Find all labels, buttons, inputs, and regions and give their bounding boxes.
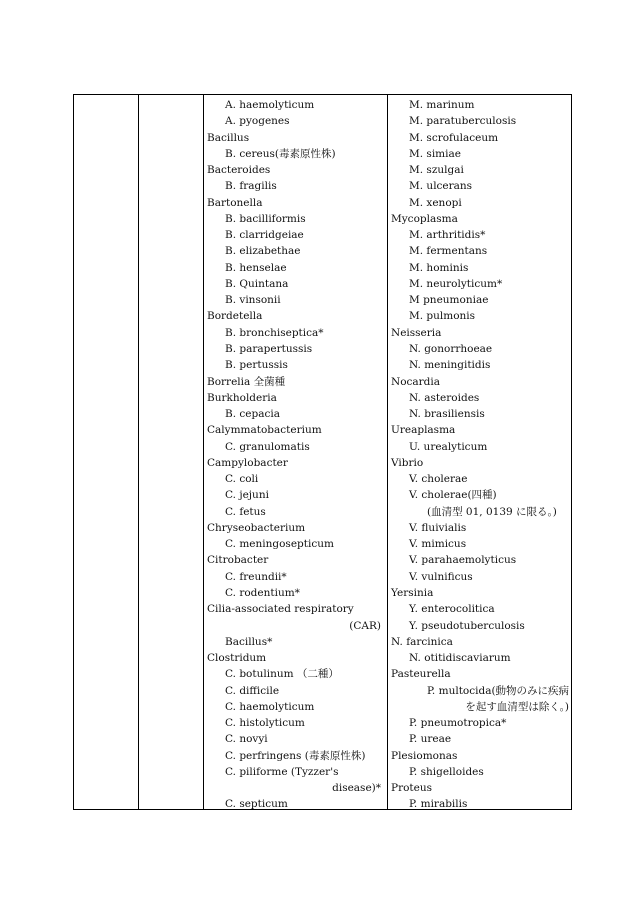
- organism-entry: M. simiae: [409, 147, 461, 160]
- organism-entry: B. vinsonii: [225, 294, 281, 307]
- genus-entry: Clostridum: [207, 652, 267, 665]
- organism-entry: C. difficile: [225, 684, 280, 697]
- organism-entry: V. fluivialis: [409, 521, 467, 534]
- organism-entry: U. urealyticum: [409, 440, 488, 453]
- genus-entry: Ureaplasma: [391, 424, 456, 437]
- organism-entry: M. paratuberculosis: [409, 115, 517, 128]
- organism-entry: C. meningosepticum: [225, 538, 334, 551]
- organism-entry: M. fermentans: [409, 245, 488, 258]
- left-organism-column: [207, 97, 383, 813]
- organism-entry: V. cholerae: [409, 473, 468, 486]
- organism-entry: C. haemolyticum: [225, 700, 315, 713]
- organism-entry: B. Quintana: [225, 277, 289, 290]
- column-divider: [138, 95, 139, 809]
- organism-entry: B. pertussis: [225, 359, 288, 372]
- organism-entry: M. marinum: [409, 99, 475, 111]
- organism-entry: M pneumoniae: [409, 294, 489, 307]
- organism-entry: C. novyi: [225, 733, 268, 746]
- organism-entry: C. histolyticum: [225, 717, 305, 730]
- right-organism-column: [391, 97, 571, 813]
- organism-entry: Y. pseudotuberculosis: [409, 619, 525, 632]
- organism-entry: C. piliforme (Tyzzer's: [225, 765, 339, 778]
- organism-entry: (血清型 01, 0139 に限る。): [427, 505, 557, 518]
- organism-entry: C. fetus: [225, 505, 266, 518]
- organism-entry: B. cereus(毒素原性株): [225, 147, 336, 160]
- organism-entry: V. cholerae(四種): [409, 489, 497, 502]
- genus-entry: Bacteroides: [207, 164, 271, 177]
- organism-entry: B. clarridgeiae: [225, 229, 304, 242]
- organism-entry: C. jejuni: [225, 489, 269, 502]
- genus-entry: Burkholderia: [207, 391, 277, 404]
- column-divider: [203, 95, 204, 809]
- organism-entry: M. hominis: [409, 261, 469, 274]
- organism-entry: Y. enterocolitica: [409, 603, 495, 616]
- organism-entry: M. neurolyticum*: [409, 277, 503, 290]
- genus-entry: Yersinia: [391, 586, 434, 599]
- organism-entry: V. parahaemolyticus: [409, 554, 517, 567]
- genus-entry: Nocardia: [391, 375, 441, 388]
- organism-entry: M. pulmonis: [409, 310, 476, 323]
- organism-entry: P. ureae: [409, 733, 452, 746]
- genus-entry: Citrobacter: [207, 554, 269, 567]
- organism-entry: P. mirabilis: [409, 798, 468, 811]
- organism-entry: M. szulgai: [409, 164, 464, 177]
- organism-entry: N. brasiliensis: [409, 408, 485, 421]
- organism-entry: B. henselae: [225, 261, 287, 274]
- organism-entry: V. vulnificus: [409, 570, 473, 583]
- genus-entry: Vibrio: [391, 456, 424, 469]
- genus-entry: Mycoplasma: [391, 212, 458, 225]
- organism-entry: B. cepacia: [225, 408, 280, 421]
- organism-entry: V. mimicus: [409, 538, 467, 551]
- organism-entry: を起す血清型は除く。): [465, 700, 569, 713]
- organism-entry: N. meningitidis: [409, 359, 491, 372]
- organism-entry: Bacillus*: [225, 635, 273, 648]
- organism-entry: N. otitidiscaviarum: [409, 652, 511, 665]
- genus-entry: Calymmatobacterium: [207, 424, 322, 437]
- organism-entry: C. perfringens (毒素原性株): [225, 749, 366, 762]
- organism-entry: B. fragilis: [225, 180, 277, 193]
- column-divider: [387, 95, 388, 809]
- organism-entry: M. arthritidis*: [409, 229, 486, 242]
- organism-entry: P. pneumotropica*: [409, 717, 507, 730]
- organism-entry: B. parapertussis: [225, 342, 313, 355]
- genus-entry: Bacillus: [207, 131, 250, 144]
- organism-entry: B. bacilliformis: [225, 212, 306, 225]
- organism-entry: (CAR): [349, 619, 381, 632]
- organism-entry: C. coli: [225, 473, 259, 486]
- genus-entry: Borrelia 全菌種: [207, 375, 286, 388]
- organism-entry: P. shigelloides: [409, 765, 484, 778]
- organism-entry: M. ulcerans: [409, 180, 473, 193]
- organism-entry: B. bronchiseptica*: [225, 326, 324, 339]
- organism-entry: C. rodentium*: [225, 586, 300, 599]
- genus-entry: Cilia-associated respiratory: [207, 603, 354, 616]
- organism-entry: B. elizabethae: [225, 245, 301, 258]
- genus-entry: Proteus: [391, 782, 432, 795]
- organism-entry: C. granulomatis: [225, 440, 310, 453]
- genus-entry: Neisseria: [391, 326, 442, 339]
- organism-entry: M. xenopi: [409, 196, 462, 209]
- genus-entry: Bartonella: [207, 196, 263, 209]
- organism-entry: M. scrofulaceum: [409, 131, 499, 144]
- organism-entry: C. septicum: [225, 798, 288, 811]
- genus-entry: Pasteurella: [391, 668, 451, 681]
- organism-entry: disease)*: [332, 782, 381, 795]
- genus-entry: Bordetella: [207, 310, 263, 323]
- organism-entry: P. multocida(動物のみに疾病: [427, 684, 570, 697]
- organism-entry: N. gonorrhoeae: [409, 342, 493, 355]
- organism-entry: A. haemolyticum: [225, 99, 315, 111]
- organism-table: [73, 94, 572, 810]
- organism-entry: C. botulinum （二種）: [225, 668, 339, 681]
- genus-entry: Chryseobacterium: [207, 521, 306, 534]
- genus-entry: N. farcinica: [391, 635, 453, 648]
- organism-entry: A. pyogenes: [225, 115, 290, 128]
- genus-entry: Campylobacter: [207, 456, 288, 469]
- genus-entry: Plesiomonas: [391, 749, 458, 762]
- organism-entry: C. freundii*: [225, 570, 287, 583]
- organism-entry: N. asteroides: [409, 391, 480, 404]
